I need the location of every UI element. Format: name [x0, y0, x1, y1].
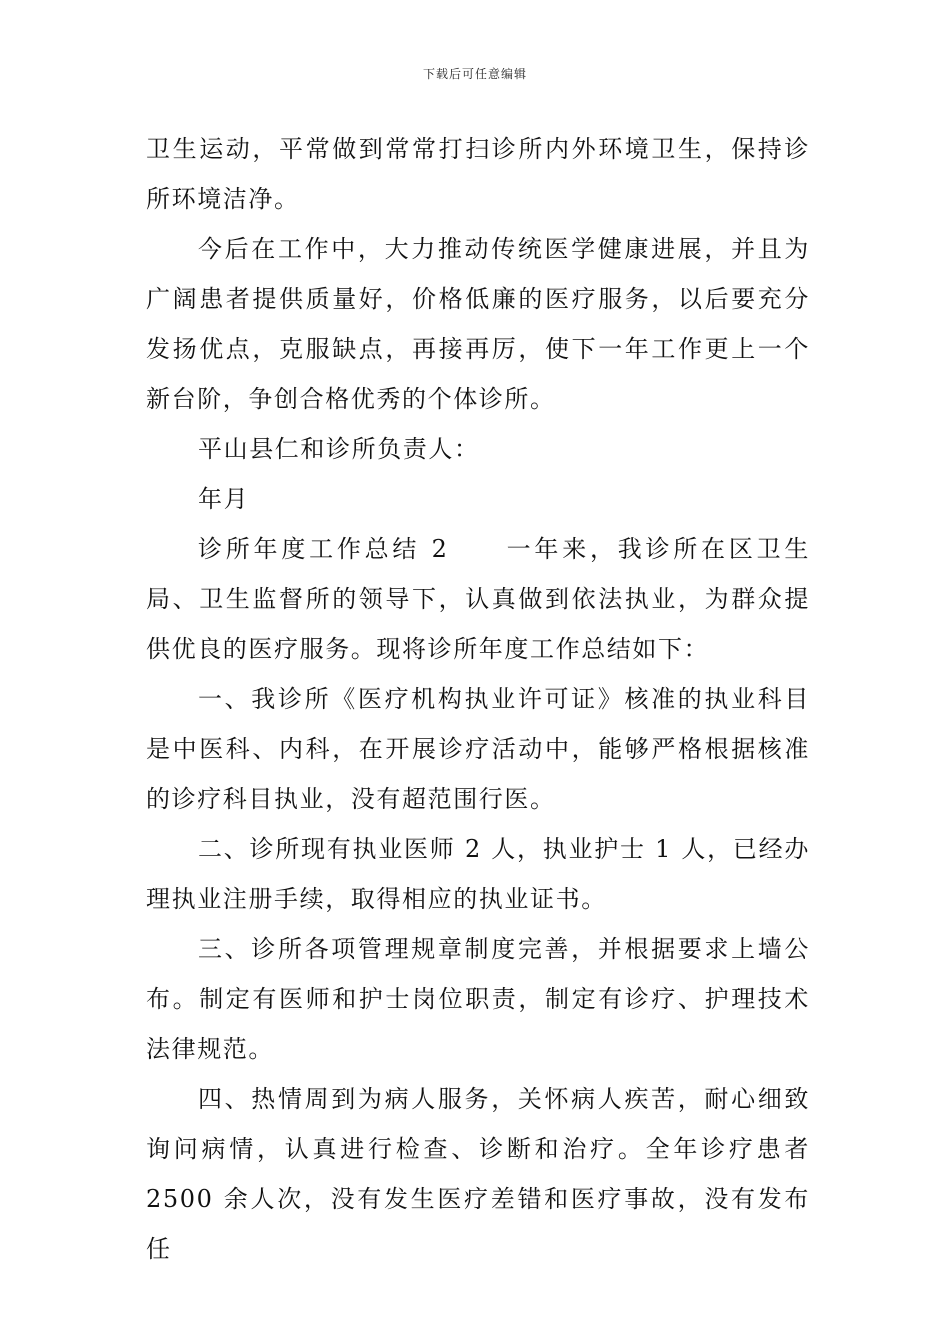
paragraph: 四、热情周到为病人服务，关怀病人疾苦，耐心细致询问病情，认真进行检查、诊断和治疗。全年诊疗患者 2500 余人次，没有发生医疗差错和医疗事故，没有发布任	[146, 1085, 810, 1263]
signature-line: 平山县仁和诊所负责人：	[198, 435, 480, 463]
document-body	[146, 124, 810, 1274]
section-text: 一年来，我诊所在区卫生局、卫生监督所的领导下，认真做到依法执业，为群众提供优良的医疗服务。现将诊所年度工作总结如下：	[146, 535, 810, 663]
paragraph: 一、我诊所《医疗机构执业许可证》核准的执业科目是中医科、内科，在开展诊疗活动中，能够严格根据核准的诊疗科目执业，没有超范围行医。	[146, 685, 810, 813]
paragraph: 二、诊所现有执业医师 2 人，执业护士 1 人，已经办理执业注册手续，取得相应的执业证书。	[146, 835, 810, 913]
date-line: 年月	[198, 485, 250, 513]
paragraph: 卫生运动，平常做到常常打扫诊所内外环境卫生，保持诊所环境洁净。	[146, 135, 810, 213]
section-paragraph	[146, 524, 810, 674]
paragraph: 今后在工作中，大力推动传统医学健康进展，并且为广阔患者提供质量好，价格低廉的医疗服务，以后要充分发扬优点，克服缺点，再接再厉，使下一年工作更上一个新台阶，争创合格优秀的个体诊所。	[146, 235, 810, 413]
section-heading: 诊所年度工作总结 2	[198, 535, 449, 563]
page-header: 下载后可任意编辑	[422, 67, 527, 81]
paragraph: 三、诊所各项管理规章制度完善，并根据要求上墙公布。制定有医师和护士岗位职责，制定有诊疗、护理技术法律规范。	[146, 935, 810, 1063]
